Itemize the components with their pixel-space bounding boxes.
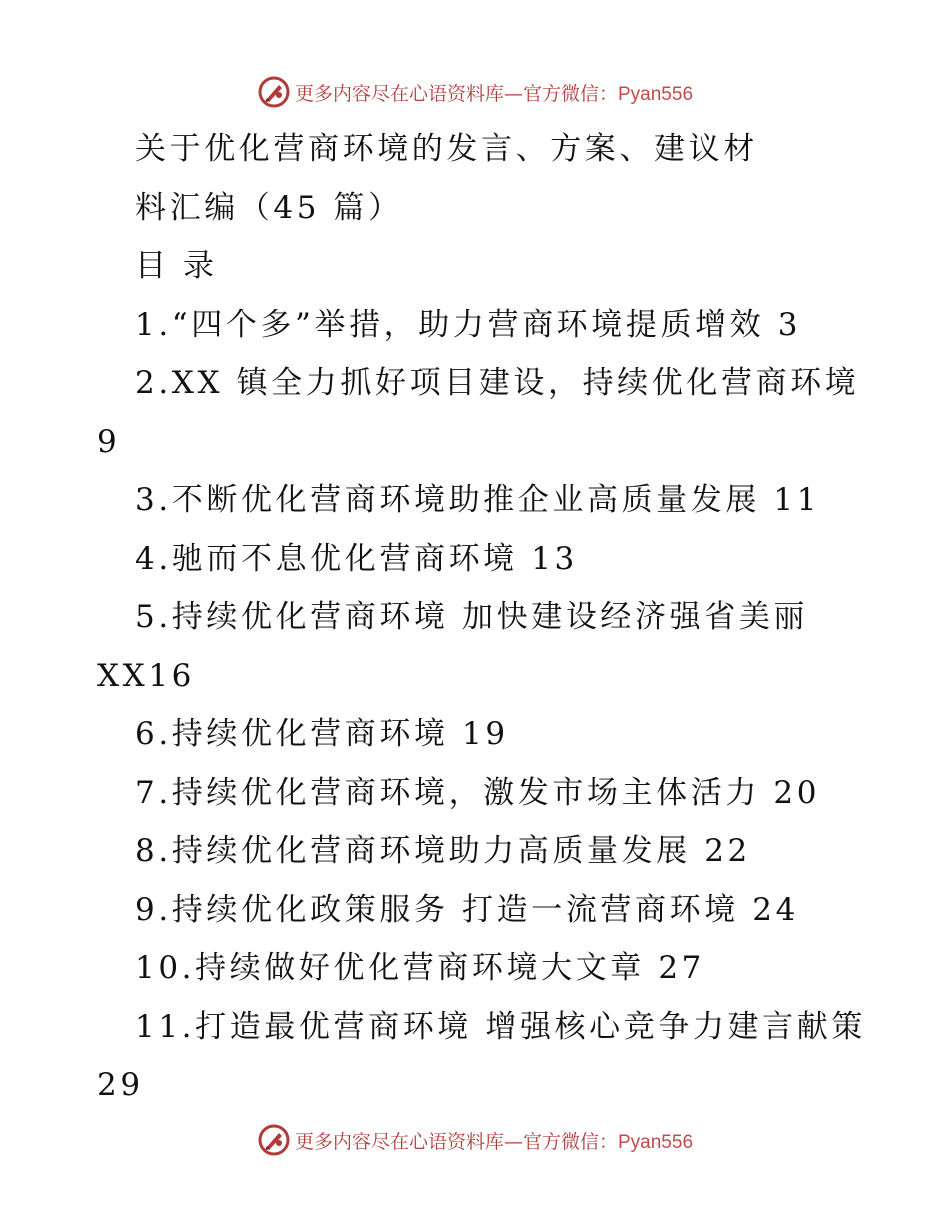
toc-item-1: 1.“四个多”举措，助力营商环境提质增效 3 <box>135 306 802 343</box>
toc-item-5-continuation: XX16 <box>97 657 195 694</box>
pen-circle-logo-icon <box>257 75 291 109</box>
toc-item-6: 6.持续优化营商环境 19 <box>135 716 509 752</box>
document-title-line-2: 料汇编（45 篇） <box>135 189 403 226</box>
toc-item-2-continuation: 9 <box>97 423 121 460</box>
header-watermark-banner <box>0 72 950 112</box>
toc-item-3: 3.不断优化营商环境助推企业高质量发展 11 <box>135 482 821 518</box>
toc-item-2: 2.XX 镇全力抓好项目建设，持续优化营商环境 <box>135 365 860 401</box>
toc-item-10: 10.持续做好优化营商环境大文章 27 <box>135 950 705 986</box>
toc-item-8: 8.持续优化营商环境助力高质量发展 22 <box>135 833 751 869</box>
document-body <box>97 120 897 1115</box>
banner-account: Pyan556 <box>618 1131 694 1153</box>
toc-item-11: 11.打造最优营商环境 增强核心竞争力建言献策 <box>135 1008 866 1045</box>
pen-circle-logo-icon <box>257 1123 291 1157</box>
toc-item-7: 7.持续优化营商环境，激发市场主体活力 20 <box>135 774 821 811</box>
banner-text: 更多内容尽在心语资料库—官方微信：Pyan556 <box>294 82 694 105</box>
banner-account: Pyan556 <box>618 83 694 105</box>
footer-watermark-banner <box>0 1120 950 1160</box>
toc-item-5: 5.持续优化营商环境 加快建设经济强省美丽 <box>135 599 809 635</box>
toc-item-11-continuation: 29 <box>97 1067 144 1103</box>
toc-item-9: 9.持续优化政策服务 打造一流营商环境 24 <box>135 891 799 928</box>
document-title-line-1: 关于优化营商环境的发言、方案、建议材 <box>135 131 758 167</box>
toc-heading: 目 录 <box>135 248 218 284</box>
toc-item-4: 4.驰而不息优化营商环境 13 <box>135 540 578 577</box>
banner-text: 更多内容尽在心语资料库—官方微信：Pyan556 <box>294 1130 694 1153</box>
